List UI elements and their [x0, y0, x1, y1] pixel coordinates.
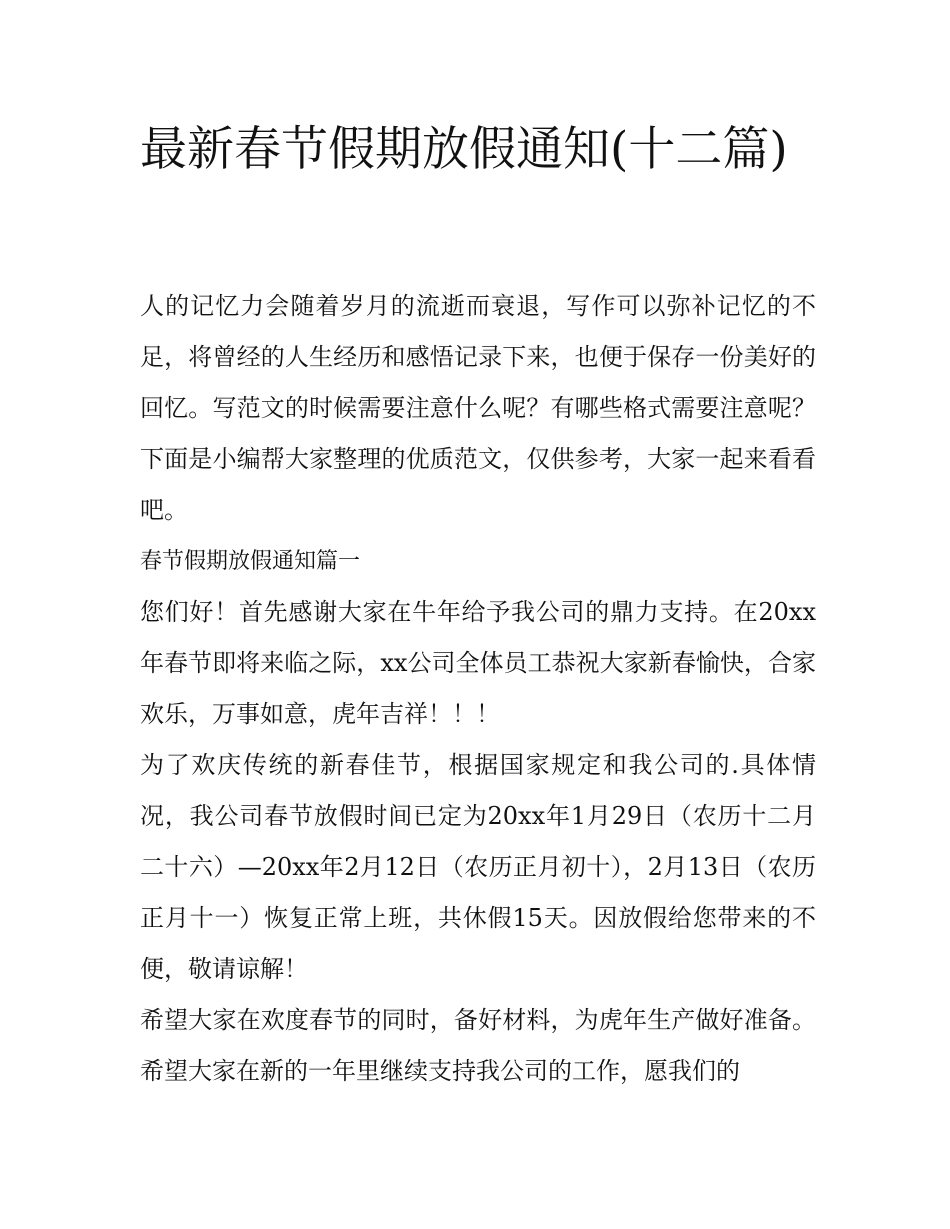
body-paragraph-wishes: 希望大家在欢度春节的同时，备好材料，为虎年生产做好准备。希望大家在新的一年里继续支持我公司的工作，愿我们的 — [140, 1006, 816, 1085]
document-title: 最新春节假期放假通知(十二篇) — [140, 122, 788, 177]
body-paragraph-schedule: 为了欢庆传统的新春佳节，根据国家规定和我公司的.具体情况，我公司春节放假时间已定为20xx年1月29日（农历十二月二十六）—20xx年2月12日（农历正月初十），2月13日（农历正月十一）恢复正常上班，共休假15天。因放假给您带来的不便，敬请谅解！ — [140, 751, 816, 983]
section-heading: 春节假期放假通知篇一 — [140, 549, 361, 574]
document-body — [140, 281, 816, 1097]
body-paragraph-greeting: 您们好！首先感谢大家在牛年给予我公司的鼎力支持。在20xx年春节即将来临之际，xx公司全体员工恭祝大家新春愉快，合家欢乐，万事如意，虎年吉祥！！！ — [140, 598, 816, 728]
intro-paragraph: 人的记忆力会随着岁月的流逝而衰退，写作可以弥补记忆的不足，将曾经的人生经历和感悟记录下来，也便于保存一份美好的回忆。写范文的时候需要注意什么呢？有哪些格式需要注意呢？下面是小编帮大家整理的优质范文，仅供参考，大家一起来看看吧。 — [140, 292, 816, 524]
